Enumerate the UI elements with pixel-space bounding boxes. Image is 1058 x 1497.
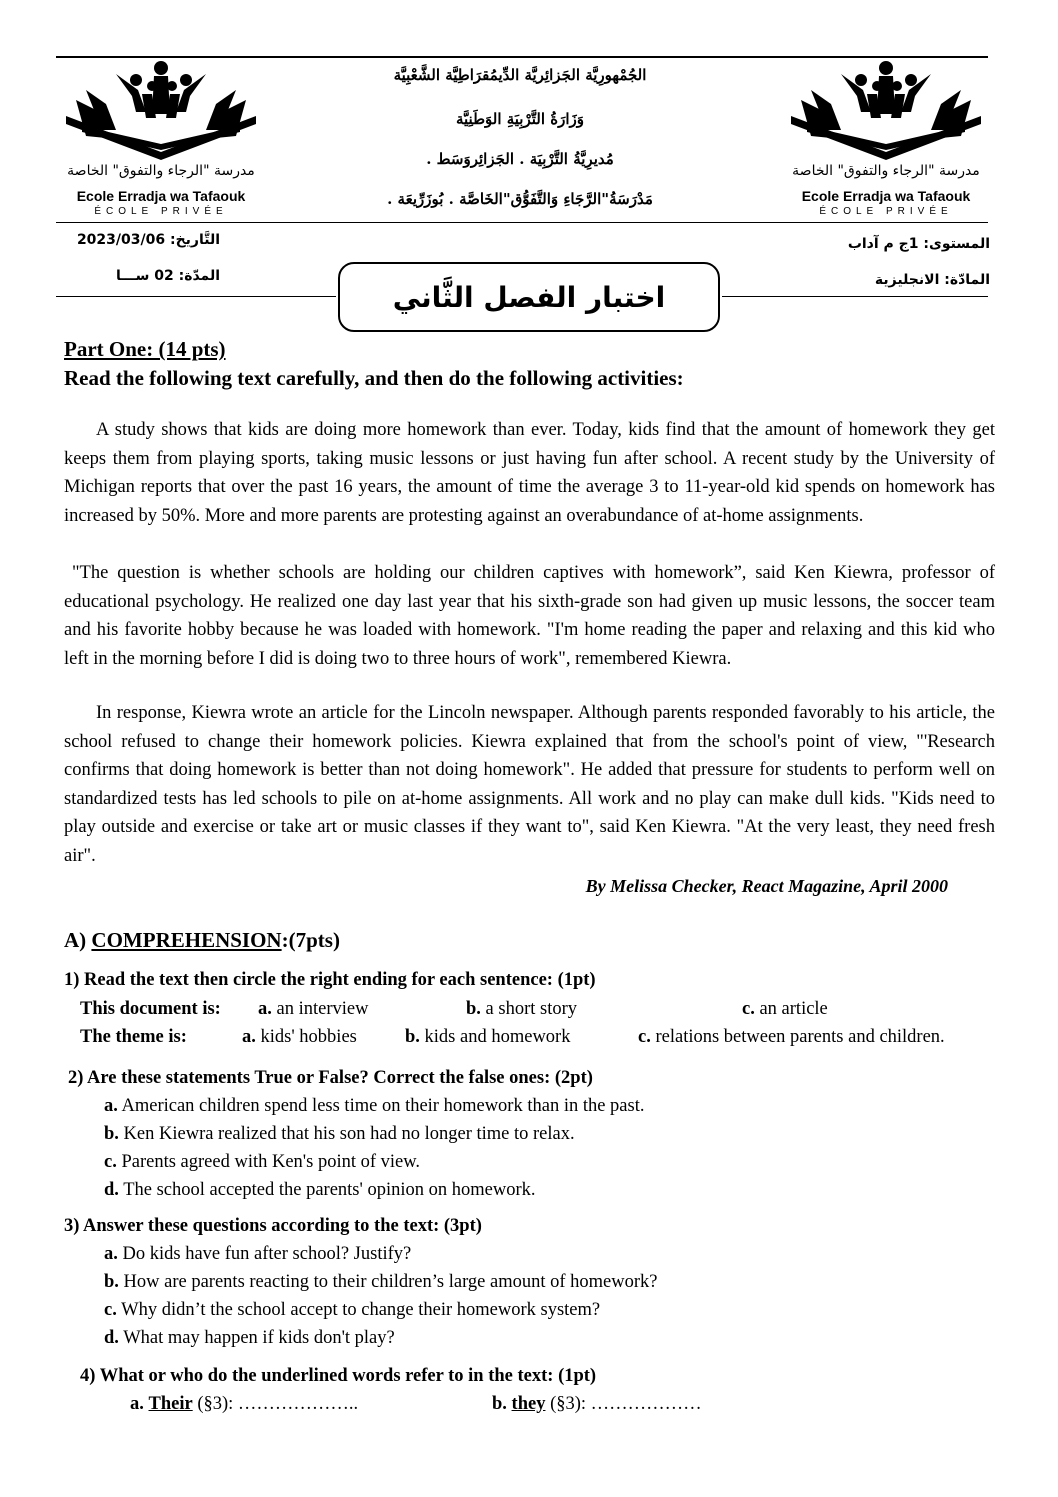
option-text: kids' hobbies <box>255 1027 357 1047</box>
header-line-directorate: مُديرِيَّةُ التَّرْبِيَة . الجَزائِروَسَط . <box>426 150 614 168</box>
text-paragraph-2: "The question is whether schools are holding our children captives with homework”, said Ken Kiewra, professor of educational psychology. He realized one day last year that his sixth-grade son had given up music lessons, the soccer team and his favorite hobby because he was loaded with homework. "I'm home reading the paper and relaxing and this kid who left in the morning before I did is doing two to three hours of work", remembered Kiewra. <box>64 563 995 669</box>
exam-date: التَّاريخ: 2023/03/06 <box>76 232 220 248</box>
school-logo-right <box>781 60 991 230</box>
item-text: The school accepted the parents' opinion on homework. <box>118 1180 536 1200</box>
school-name-arabic: مدرسة "الرجاء والتفوق" الخاصة <box>67 163 255 179</box>
underlined-word: they <box>511 1394 546 1414</box>
exam-title-box <box>338 262 720 332</box>
section-points: :(7pts) <box>281 928 340 952</box>
top-rule <box>56 56 988 58</box>
q2-item-d <box>104 1180 535 1201</box>
class-level: المستوى: 1ج م آداب <box>847 236 990 252</box>
school-name-french: Ecole Erradja wa Tafaouk <box>76 188 246 204</box>
answer-blank: (§3): ……………….. <box>192 1394 359 1414</box>
question-3-title: 3) Answer these questions according to the text: (3pt) <box>64 1216 482 1236</box>
item-letter: a. <box>104 1244 118 1264</box>
item-text: American children spend less time on their homework than in the past. <box>117 1096 645 1116</box>
q1-row-theme <box>80 1027 187 1048</box>
q4-item-a <box>130 1394 358 1415</box>
school-emblem-icon <box>781 60 991 160</box>
option-text: an article <box>754 999 828 1019</box>
underlined-word: Their <box>148 1394 193 1414</box>
school-emblem-icon <box>56 60 266 160</box>
item-text: Parents agreed with Ken's point of view. <box>116 1152 421 1172</box>
left-divider <box>56 296 336 297</box>
subject: المادّة: الانجليزية <box>874 272 990 288</box>
part-one-title: Part One: (14 pts) <box>64 337 226 361</box>
exam-duration: المدّة: 02 ســـا <box>115 268 220 284</box>
option-text: kids and homework <box>419 1027 571 1047</box>
q1-row1-stem: This document is: <box>80 999 221 1019</box>
section-label: COMPREHENSION <box>91 928 282 952</box>
item-letter: a. <box>130 1394 144 1414</box>
item-text: Why didn’t the school accept to change their homework system? <box>116 1300 601 1320</box>
item-letter: b. <box>104 1124 119 1144</box>
option-text: an interview <box>271 999 369 1019</box>
item-letter: c. <box>104 1152 117 1172</box>
question-4-title: 4) What or who do the underlined words refer to in the text: (1pt) <box>80 1366 597 1386</box>
section-letter: A) <box>64 928 92 952</box>
comprehension-heading <box>64 928 340 953</box>
option-letter: a. <box>258 999 272 1019</box>
text-paragraph-3: In response, Kiewra wrote an article for the Lincoln newspaper. Although parents responded favorably to his article, the school refused to change their homework policies. Kiewra explained that from the school's point of view, "'Research confirms that doing homework is better than not doing homework". He added that pressure for students to perform well on standardized tests has led schools to pile on at-home assignments. All work and no play can make dull kids. "Kids need to play outside and exercise or take art or music classes if they want to", said Ken Kiewra. "At the very least, they need fresh air". <box>64 703 995 866</box>
item-text: What may happen if kids don't play? <box>118 1328 395 1348</box>
school-logo-left <box>56 60 266 230</box>
school-subtitle: ÉCOLE PRIVÉE <box>819 206 953 217</box>
item-text: How are parents reacting to their children’s large amount of homework? <box>118 1272 658 1292</box>
q3-item-a <box>104 1244 411 1265</box>
option-letter: b. <box>466 999 481 1019</box>
option-letter: a. <box>242 1027 256 1047</box>
q2-item-a <box>104 1096 644 1117</box>
header-line-ministry: وَزَارَةُ التَّرْبِيَةِ الوَطَنِيَّة <box>455 110 584 128</box>
q1-row2-option-c <box>638 1027 945 1048</box>
q3-item-c <box>104 1300 600 1321</box>
option-text: a short story <box>480 999 578 1019</box>
q1-row1-option-c <box>742 999 828 1020</box>
q3-item-b <box>104 1272 657 1293</box>
option-text: relations between parents and children. <box>650 1027 945 1047</box>
header-line-republic: الجُمْهورِيَّة الجَزائِريَّة الدِّيمُقرَاطِيَّة الشَّعْبِيَّة <box>393 66 647 84</box>
item-letter: d. <box>104 1328 119 1348</box>
q2-item-c <box>104 1152 420 1173</box>
item-letter: d. <box>104 1180 119 1200</box>
q1-row1-option-a <box>258 999 368 1020</box>
school-name-arabic: مدرسة "الرجاء والتفوق" الخاصة <box>792 163 980 179</box>
item-text: Do kids have fun after school? Justify? <box>117 1244 412 1264</box>
option-letter: c. <box>742 999 755 1019</box>
option-letter: c. <box>638 1027 651 1047</box>
item-letter: b. <box>104 1272 119 1292</box>
item-letter: a. <box>104 1096 118 1116</box>
item-letter: b. <box>492 1394 507 1414</box>
answer-blank: (§3): ……………… <box>545 1394 702 1414</box>
text-paragraph-1: A study shows that kids are doing more homework than ever. Today, kids find that the amount of homework they get keeps them from playing sports, taking music lessons or just having fun after school. A recent study by the University of Michigan reports that over the past 16 years, the amount of time the average 3 to 11-year-old kid spends on homework has increased by 50%. More and more parents are protesting against an overabundance of at-home assignments. <box>64 420 995 526</box>
school-subtitle: ÉCOLE PRIVÉE <box>94 206 228 217</box>
exam-title: اختبار الفصل الثَّاني <box>392 280 666 314</box>
q2-item-b <box>104 1124 575 1145</box>
option-letter: b. <box>405 1027 420 1047</box>
q3-item-d <box>104 1328 395 1349</box>
school-name-french: Ecole Erradja wa Tafaouk <box>801 188 971 204</box>
q1-row-document <box>80 999 221 1020</box>
item-text: Ken Kiewra realized that his son had no longer time to relax. <box>118 1124 575 1144</box>
question-1-title: 1) Read the text then circle the right ending for each sentence: (1pt) <box>64 970 596 990</box>
item-letter: c. <box>104 1300 117 1320</box>
q1-row2-stem: The theme is: <box>80 1027 187 1047</box>
text-byline: By Melissa Checker, React Magazine, April 2000 <box>585 876 948 896</box>
part-one-instruction: Read the following text carefully, and then do the following activities: <box>64 366 684 390</box>
header-line-school: مَدْرَسَةُ"الرَّجَاءِ وَالتَّفَوُّق"الخَاصَّة . بُوزَرِّيعَة . <box>387 190 653 208</box>
q1-row2-option-b <box>405 1027 570 1048</box>
q1-row1-option-b <box>466 999 577 1020</box>
q1-row2-option-a <box>242 1027 357 1048</box>
question-2-title: 2) Are these statements True or False? Correct the false ones: (2pt) <box>68 1068 593 1088</box>
header-rule <box>56 222 988 223</box>
q4-item-b <box>492 1394 702 1415</box>
right-divider <box>722 296 988 297</box>
